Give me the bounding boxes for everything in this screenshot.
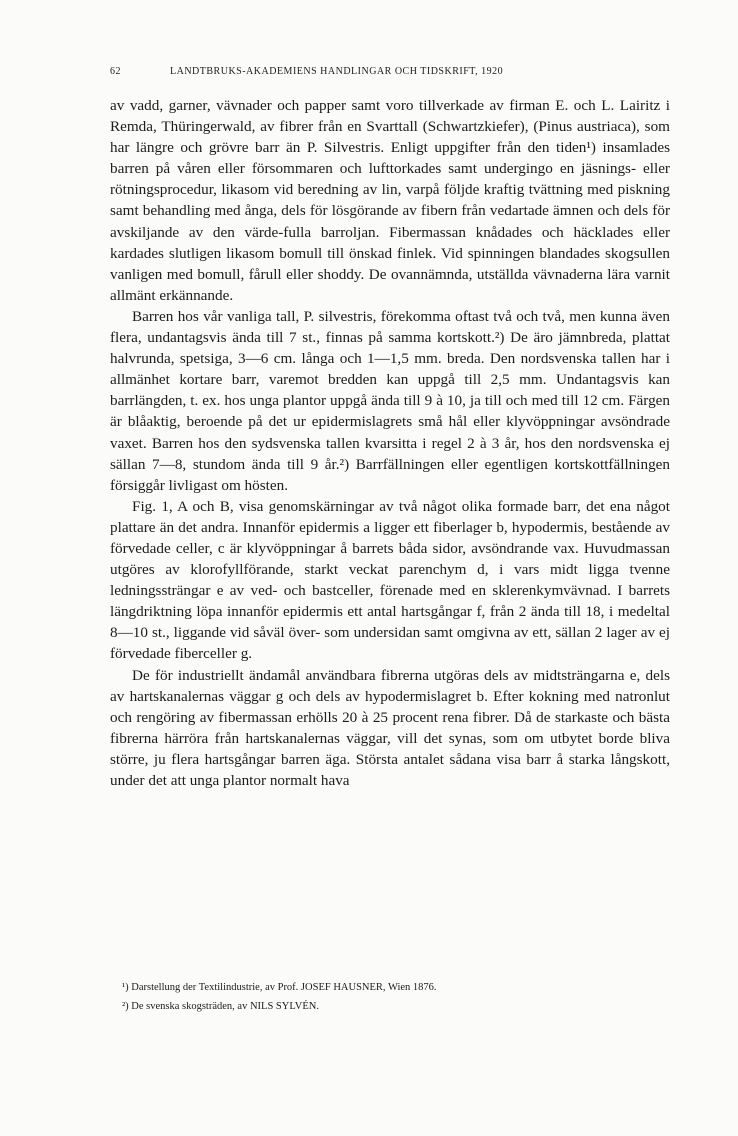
- body-text: [110, 95, 670, 791]
- page-number: 62: [110, 66, 121, 77]
- footnotes: [110, 978, 670, 1016]
- paragraph: Fig. 1, A och B, visa genomskärningar av två något olika formade barr, det ena något plattare än det andra. Innanför epidermis a ligger ett fiberlager b, hypodermis, bestående av förvedade celler, c är klyvöppningar å barrets båda sidor, avsöndrande vax. Huvudmassan utgöres av klorofyllförande, starkt veckat parenchym d, i vars midt ligga tvenne ledningssträngar e av ved- och bastceller, förenade med en sklerenkymvävnad. I barrets längdriktning löpa innanför epidermis ett antal hartsgångar f, från 2 ända till 18, i medeltal 8—10 st., liggande vid såväl över- som undersidan samt omgivna av ett, sällan 2 lager av ej förvedade fiberceller g.: [110, 497, 670, 663]
- footnote: ¹) Darstellung der Textilindustrie, av Prof. JOSEF HAUSNER, Wien 1876.: [122, 982, 437, 993]
- paragraph: Barren hos vår vanliga tall, P. silvestris, förekomma oftast två och två, men kunna även flera, undantagsvis ända till 7 st., finnas på samma kortskott.²) De äro jämnbreda, plattat halvrunda, spetsiga, 3—6 cm. långa och 1—1,5 mm. breda. Den nordsvenska tallen har i allmänhet kortare barr, varemot bredden kan uppgå till 2,5 mm. Undantagsvis kan barrlängden, t. ex. hos unga plantor uppgå ända till 9 à 10, ja till och med till 12 cm. Färgen är blåaktig, beroende på det ur epidermislagrets små hål eller klyvöppningar avsöndrade vaxet. Barren hos den sydsvenska tallen kvarsitta i regel 2 à 3 år, hos den nordsvenska ej sällan 7—8, stundom ända till 9 år.²) Barrfällningen eller egentligen kortskottfällningen försiggår livligast om hösten.: [110, 307, 670, 494]
- paragraph: De för industriellt ändamål användbara fibrerna utgöras dels av midtsträngarna e, dels av hartskanalernas väggar g och dels av hypodermislagret b. Efter kokning med natronlut och rengöring av fibermassan erhölls 20 à 25 procent rena fibrer. Då de starkaste och bästa fibrerna härröra från hartskanalernas väggar, vill det synas, som om utbytet borde bliva större, ju flera hartsgångar barren äga. Största antalet sådana visa barr å starka långskott, under det att unga plantor normalt hava: [110, 666, 670, 789]
- running-head: LANDTBRUKS-AKADEMIENS HANDLINGAR OCH TIDSKRIFT, 1920: [170, 66, 504, 77]
- footnote: ²) De svenska skogsträden, av NILS SYLVÉN.: [122, 1001, 319, 1012]
- paragraph: av vadd, garner, vävnader och papper samt voro tillverkade av firman E. och L. Lairitz i Remda, Thüringerwald, av fibrer från en Svarttall (Schwartzkiefer), (Pinus austriaca), som har längre och grövre barr än P. Silvestris. Enligt uppgifter från den tiden¹) insamlades barren på våren eller försommaren och lufttorkades samt undergingo en jäsnings- eller rötningsprocedur, likasom vid beredning av lin, varpå följde kraftig tvättning med piskning samt behandling med ånga, dels för lösgörande av fibern från vedartade ämnen och dels för avskiljande av den värde-fulla barroljan. Fibermassan knådades och häcklades eller kardades slutligen likasom bomull till önskad finlek. Vid spinningen blandades skogsullen vanligen med bomull, fårull eller shoddy. De ovannämnda, utställda vävnaderna lära varnit allmänt erkännande.: [110, 97, 670, 304]
- page-header: [110, 66, 670, 82]
